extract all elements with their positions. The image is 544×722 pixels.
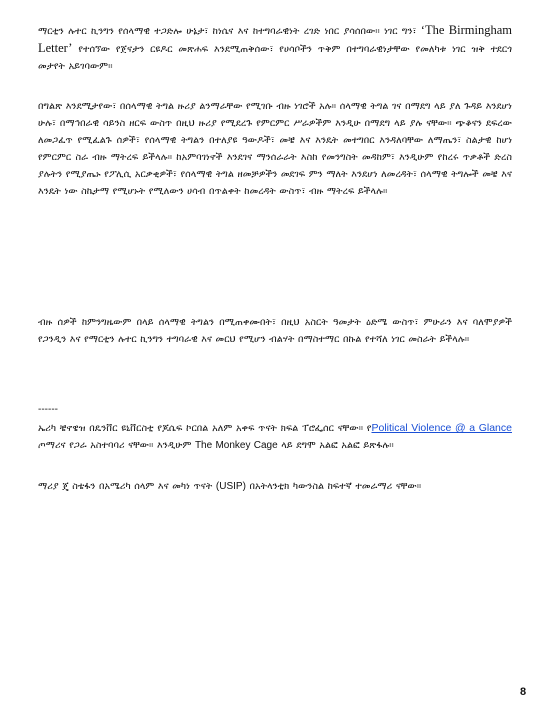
author-divider: ------: [38, 404, 58, 415]
paragraph-body: [38, 98, 512, 200]
author-bio-stephan-text-1: ማሪያ ጄ ስቴፋን በአሜሪካ ሰላም እና መካነ ጥናት: [38, 481, 216, 492]
paragraph-intro-text-2: የተሰኘው የጀናታን ርዩዶር መጽሐፍ እንደሚጠቅሰው፣ የሀሳቦችን ጥቅም በተግባራዊነታቸው የመለካቱ ነገር ዝቅ ተደርጎ መታየት አይገባውም።: [38, 44, 512, 72]
author-bio-chenoweth: [38, 420, 512, 454]
paragraph-body-text: በግልጽ እንደሚታየው፣ በሰላማዊ ትግል ዙሪያ ልንማራቸው የሚገቡ ብዙ ነገሮች አሉ። ሰላማዊ ትግል ገና በማደግ ላይ ያለ ጉዳይ እንደሆነ ሁሉ፣ በማኅበራዊ ሳይንስ ዘርፍ ውስጥ በዚህ ዙሪያ የሚደረጉ የምርምር ሥራዎችም እንዲሁ በማደግ ላይ ያሉ ናቸው። ጭቆናን ደፍረው ለመጋፈጥ የሚፈልጉ ሰዎች፣ የሰላማዊ ትግልን በተለያዩ ዓውዶች፣ መቼ እና እንዴት መተግበር እንዳለባቸው ለማጤን፣ ስልታዊ ከሆነ የምርምር ስራ ብዙ ማትረፍ ይችላሉ። ከአምባገነኖች እንደገና ማንሰራራት እስከ የመንግስት መዳከም፣ እንዲሁም የከረሩ ጥቃቶች ድረስ ያሉትን የሚያጤኑ የፖሊሲ አርቃቂዎች፣ የሰላማዊ ትግል ዘመቻዎችን መደገፍ ምን ማለት እንደሆነ ለመረዳት፣ ሰላማዊ ትግሎች መቼ እና እንዴት ነው ስኬታማ የሚሆኑት የሚለውን ሀሳብ በጥልቀት ከመረዳት ውስጥ፣ ብዙ ማትረፍ ይችላሉ።: [38, 101, 512, 197]
paragraph-intro: [38, 22, 512, 75]
usip-abbreviation: (USIP): [215, 481, 246, 492]
birmingham-letter-title: ‘The Birmingham Letter’: [38, 23, 512, 55]
monkey-cage-name: The Monkey Cage: [194, 440, 278, 451]
author-bio-stephan: [38, 478, 512, 495]
author-bio-chenoweth-text-3: ላይ ደግሞ አልፎ አልፎ ይጽፋሉ።: [277, 440, 394, 451]
author-bio-chenoweth-text-2: ጦማሪና የጋራ አስተባባሪ ናቸው። እንዲሁም: [38, 440, 195, 451]
paragraph-conclusion: [38, 314, 512, 348]
paragraph-intro-text-1: ማርቲን ሉተር ኪንግን የሰላማዊ ተጋድሎ ሁኔታ፣ ከነሴና እና ከተግባራዊነት ረገድ ነበር ያሳሰበው። ነገር ግን፣: [38, 26, 421, 37]
political-violence-link[interactable]: Political Violence @ a Glance: [371, 422, 512, 434]
page-number: 8: [520, 686, 527, 698]
author-bio-chenoweth-text-1: ኤሪካ ቼኖዌዝ በዴንቨር ዩኒቨርስቲ የጆሴፍ ኮርበል አለም አቀፍ ጥናት ክፍል ፐሮፌሰር ናቸው። የ: [38, 423, 372, 434]
author-bio-stephan-text-2: በአትላንቲክ ካውንስል ከፍተኛ ተመራማሪ ናቸው።: [245, 481, 422, 492]
paragraph-conclusion-text: ብዙ ሰዎች ከምንግዜውም በላይ ሰላማዊ ትግልን በሚጠቀሙበት፣ በዚህ አስርት ዓመታት ዕድሜ ውስጥ፣ ምሁራን እና ባለሞያዎች የጋንዲን እና የማርቲን ሉተር ኪንግን ተግባራዊ እና መርህ የሚሆን ብልሃት በማስተማር በኩል የተሻለ ነገር መስራት ይችላሉ።: [38, 317, 512, 345]
